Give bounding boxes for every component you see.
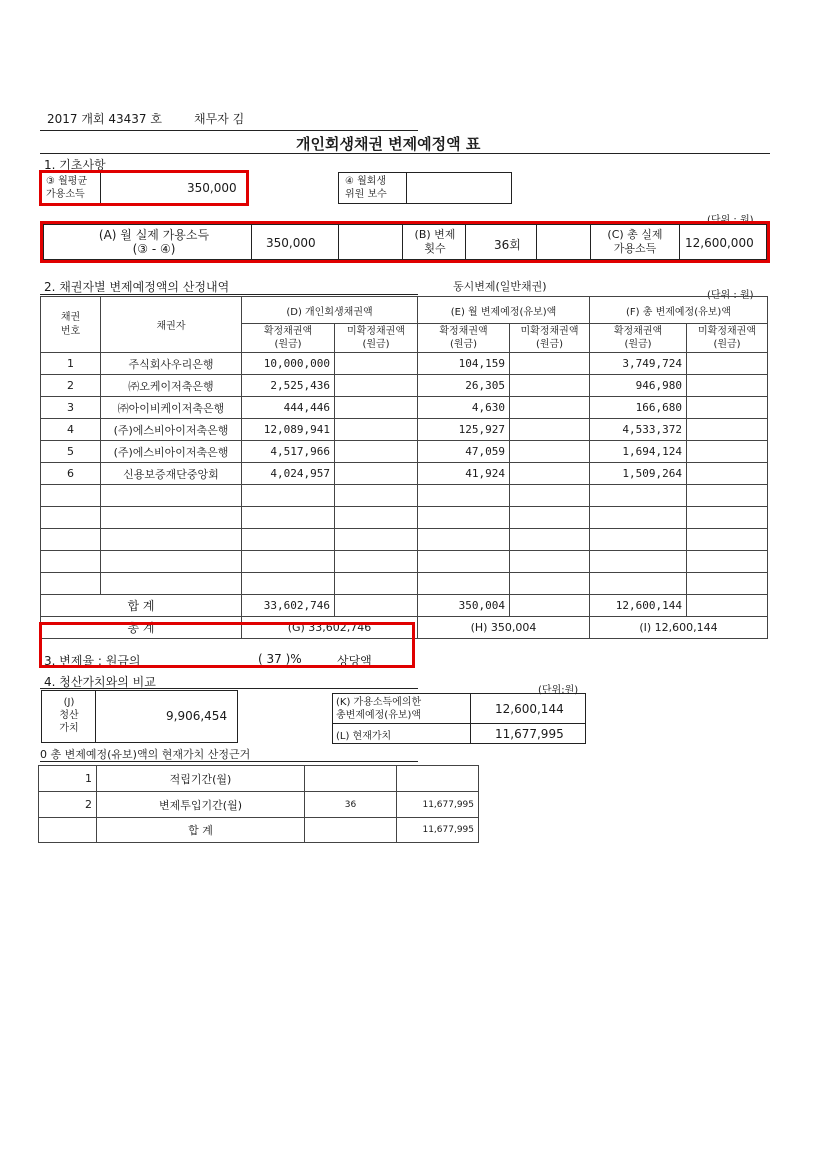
row-no: 1	[41, 353, 101, 375]
c-label: (C) 총 실제 가용소득	[607, 228, 663, 255]
row-creditor: (주)에스비아이저축은행	[101, 419, 242, 441]
row-d: 2,525,436	[242, 375, 335, 397]
table-row	[41, 375, 768, 397]
pv-row-no: 2	[39, 792, 97, 818]
unit-label-4: (단위:원)	[538, 685, 579, 696]
row-no: 3	[41, 397, 101, 419]
sum-f: 12,600,144	[590, 595, 687, 617]
table-row	[41, 419, 768, 441]
a-value: 350,000	[266, 236, 316, 250]
unit-label-2: (단위 : 원)	[707, 290, 754, 301]
sum-row	[41, 595, 768, 617]
empty-row	[41, 573, 768, 595]
row-e: 41,924	[418, 463, 510, 485]
row-f: 1,509,264	[590, 463, 687, 485]
sum-label: 합 계	[41, 595, 242, 617]
section5-heading: 0 총 변제예정(유보)액의 현재가치 산정근거	[40, 748, 251, 761]
present-value-table	[38, 765, 479, 843]
sum-d: 33,602,746	[242, 595, 335, 617]
pv-row-label: 적립기간(월)	[97, 766, 305, 792]
table-row	[41, 441, 768, 463]
total-i: (I) 12,600,144	[590, 617, 768, 639]
c-value: 12,600,000	[685, 236, 754, 250]
present-value-box	[332, 693, 586, 744]
table-row	[39, 792, 479, 818]
table-row	[39, 766, 479, 792]
section4-heading: 4. 청산가치와의 비교	[44, 675, 156, 689]
row-no: 2	[41, 375, 101, 397]
row-creditor: ㈜아이비케이저축은행	[101, 397, 242, 419]
row-no: 6	[41, 463, 101, 485]
trustee-fee-label: ④ 월회생 위원 보수	[345, 176, 387, 200]
l-value: 11,677,995	[495, 727, 564, 741]
row-e: 104,159	[418, 353, 510, 375]
repayment-mode: 동시변제(일반채권)	[453, 280, 547, 293]
pv-sum-row	[39, 818, 479, 843]
row-d: 4,024,957	[242, 463, 335, 485]
row-f: 166,680	[590, 397, 687, 419]
col-d-header: (D) 개인회생채권액	[242, 297, 418, 324]
row-f: 3,749,724	[590, 353, 687, 375]
repayment-rate-text: 3. 변제율 : 원금의	[44, 654, 141, 668]
highlight-total-rate	[39, 622, 415, 668]
col-no-header: 채권 번호	[41, 297, 101, 353]
empty-row	[41, 551, 768, 573]
liquidation-value-box	[41, 690, 238, 743]
f-confirmed-header: 확정채권액 (원금)	[590, 324, 687, 353]
repayment-rate-pct: ( 37 )%	[258, 652, 302, 666]
pv-row-months	[305, 766, 397, 792]
row-f: 4,533,372	[590, 419, 687, 441]
trustee-fee-box	[338, 172, 512, 204]
pv-row-no: 1	[39, 766, 97, 792]
table-row	[41, 463, 768, 485]
row-d: 444,446	[242, 397, 335, 419]
row-e: 125,927	[418, 419, 510, 441]
pv-row-label: 변제투입기간(월)	[97, 792, 305, 818]
avg-income-label: ③ 월평균 가용소득	[46, 176, 88, 200]
empty-row	[41, 485, 768, 507]
repayment-rate-suffix: 상당액	[337, 654, 372, 668]
row-creditor: 주식회사우리은행	[101, 353, 242, 375]
empty-row	[41, 507, 768, 529]
pv-row-months: 36	[305, 792, 397, 818]
col-e-header: (E) 월 변제예정(유보)액	[418, 297, 590, 324]
pv-sum-value: 11,677,995	[397, 818, 479, 843]
row-d: 12,089,941	[242, 419, 335, 441]
pv-row-value: 11,677,995	[397, 792, 479, 818]
e-unconfirmed-header: 미확정채권액 (원금)	[510, 324, 590, 353]
b-value: 36회	[494, 238, 521, 252]
total-g: (G) 33,602,746	[242, 617, 418, 639]
k-value: 12,600,144	[495, 702, 564, 716]
col-f-header: (F) 총 변제예정(유보)액	[590, 297, 768, 324]
row-creditor: (주)에스비아이저축은행	[101, 441, 242, 463]
row-f: 1,694,124	[590, 441, 687, 463]
l-label: (L) 현재가치	[336, 731, 392, 742]
row-d: 10,000,000	[242, 353, 335, 375]
creditor-table	[40, 296, 768, 639]
avg-income-value: 350,000	[187, 181, 237, 195]
j-label: (J) 청산 가치	[59, 697, 79, 734]
pv-sum-label: 합 계	[97, 818, 305, 843]
row-d: 4,517,966	[242, 441, 335, 463]
page-title: 개인회생채권 변제예정액 표	[296, 135, 481, 153]
row-creditor: 신용보증재단중앙회	[101, 463, 242, 485]
table-row	[41, 353, 768, 375]
b-label: (B) 변제 횟수	[414, 228, 456, 255]
table-row	[41, 397, 768, 419]
j-value: 9,906,454	[166, 709, 228, 723]
debtor-name: 채무자 김	[194, 112, 245, 126]
row-e: 4,630	[418, 397, 510, 419]
highlight-income-summary	[40, 221, 770, 263]
row-e: 26,305	[418, 375, 510, 397]
row-f: 946,980	[590, 375, 687, 397]
case-number: 2017 개회 43437 호	[47, 112, 162, 126]
row-creditor: ㈜오케이저축은행	[101, 375, 242, 397]
total-h: (H) 350,004	[418, 617, 590, 639]
k-label: (K) 가용소득에의한 총변제예정(유보)액	[336, 697, 422, 721]
section1-heading: 1. 기초사항	[44, 158, 106, 172]
d-confirmed-header: 확정채권액 (원금)	[242, 324, 335, 353]
highlight-avg-income	[39, 170, 249, 206]
sum-e: 350,004	[418, 595, 510, 617]
unit-label-1: (단위 : 원)	[707, 215, 754, 226]
a-label: (A) 월 실제 가용소득 (③ - ④)	[98, 228, 210, 256]
empty-row	[41, 529, 768, 551]
f-unconfirmed-header: 미확정채권액 (원금)	[687, 324, 768, 353]
d-unconfirmed-header: 미확정채권액 (원금)	[335, 324, 418, 353]
section2-heading: 2. 채권자별 변제예정액의 산정내역	[44, 280, 230, 294]
e-confirmed-header: 확정채권액 (원금)	[418, 324, 510, 353]
pv-row-value	[397, 766, 479, 792]
row-e: 47,059	[418, 441, 510, 463]
col-creditor-header: 채권자	[101, 297, 242, 353]
row-no: 5	[41, 441, 101, 463]
row-no: 4	[41, 419, 101, 441]
total-label: 총 계	[41, 617, 242, 639]
